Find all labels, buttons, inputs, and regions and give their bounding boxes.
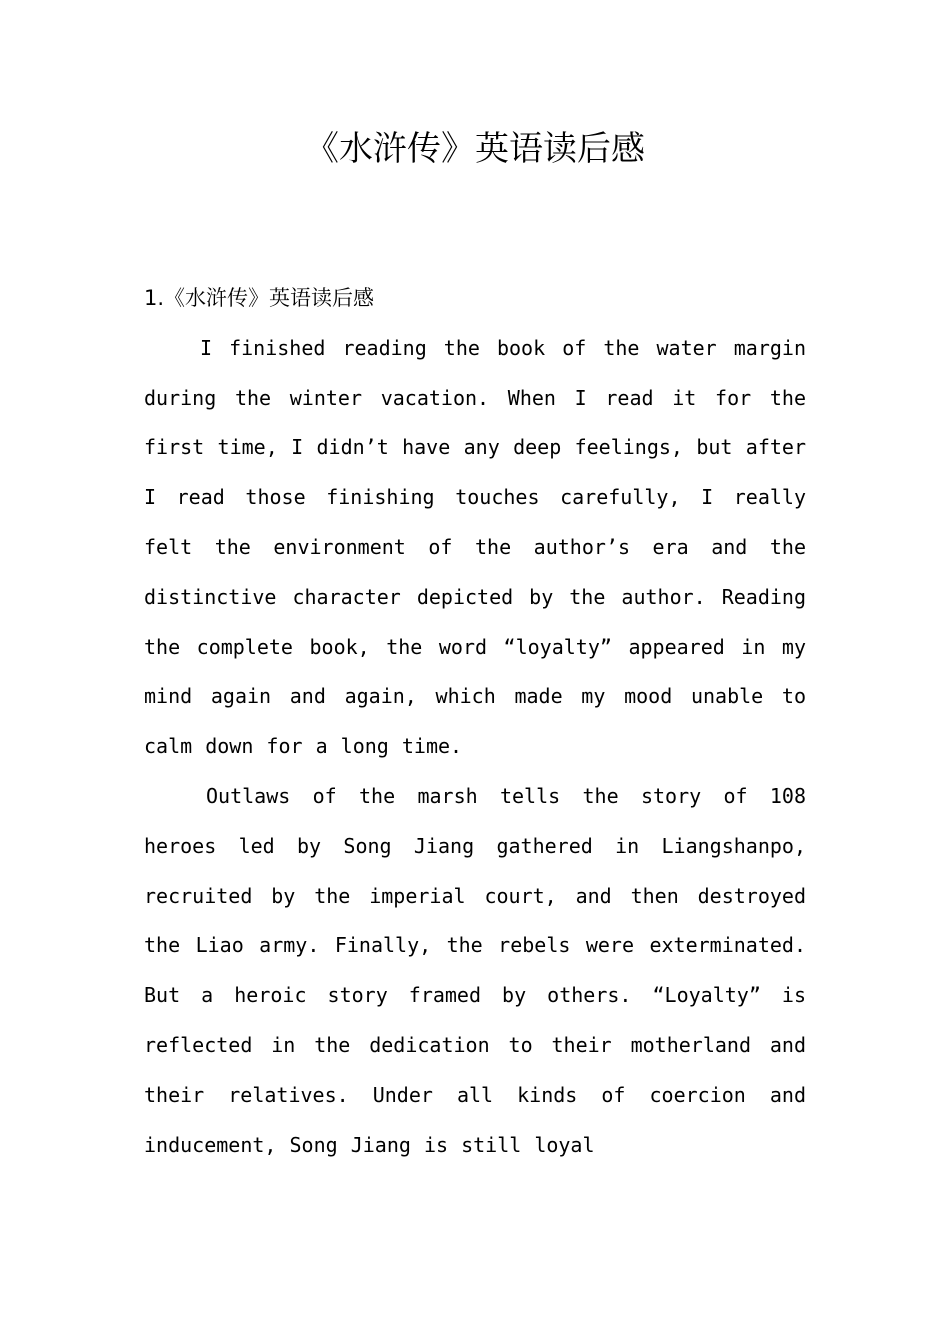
document-title: 《水浒传》英语读后感 [305, 129, 645, 169]
paragraph-2: Outlaws of the marsh tells the story of 108 heroes led by Song Jiang gathered in Liangshanpo, recruited by the imperial court, and then destroyed the Liao army. Finally, the rebels were exterminated. But a heroic story framed by others. “Loyalty” is reflected in the dedication to their motherland and their relatives. Under all kinds of coercion and inducement, Song Jiang is still loyal [144, 783, 806, 1157]
document-body [144, 274, 806, 1170]
section-heading: 1.《水浒传》英语读后感 [144, 286, 375, 310]
paragraph-1: I finished reading the book of the water margin during the winter vacation. When I read it for the first time, I didn’t have any deep feelings, but after I read those finishing touches carefully, I really felt the environment of the author’s era and the distinctive character depicted by the author. Reading the complete book, the word “loyalty” appeared in my mind again and again, which made my mood unable to calm down for a long time. [144, 335, 806, 759]
